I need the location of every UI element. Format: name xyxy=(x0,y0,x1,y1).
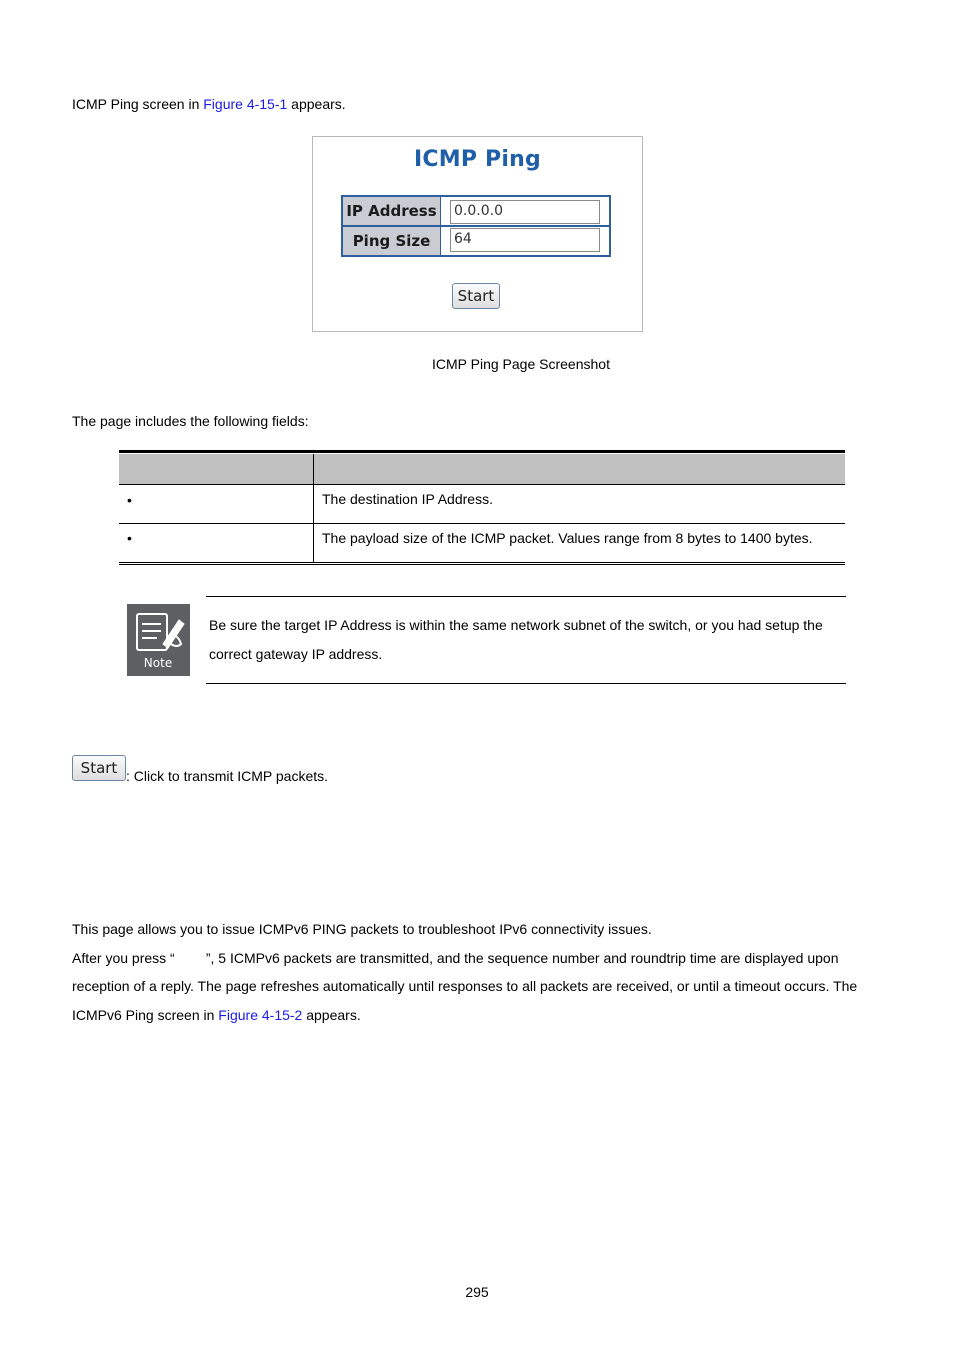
ip-address-label: IP Address xyxy=(343,197,441,225)
table-row xyxy=(119,485,845,523)
ping-settings-table xyxy=(341,195,611,257)
note-line-1: Be sure the target IP Address is within the same network subnet of the switch, or you had setup the xyxy=(209,617,823,633)
table-header xyxy=(119,454,845,485)
icmp-ping-figure xyxy=(312,136,643,332)
note-top-rule xyxy=(206,596,846,597)
ip-address-row xyxy=(343,197,609,225)
table-top-rule xyxy=(119,450,845,453)
figure-start-button[interactable]: Start xyxy=(452,283,500,309)
ping-size-row xyxy=(343,227,609,255)
column-divider xyxy=(313,485,314,523)
icmpv6-line-1: This page allows you to issue ICMPv6 PING packets to troubleshoot IPv6 connectivity issues. xyxy=(72,921,652,937)
column-divider xyxy=(313,524,314,562)
fields-intro: The page includes the following fields: xyxy=(72,413,309,429)
note-line-2: correct gateway IP address. xyxy=(209,646,383,662)
table-row xyxy=(119,524,845,562)
intro-text xyxy=(72,96,346,112)
icmpv6-line-4-after: appears. xyxy=(302,1007,361,1023)
ping-size-input[interactable]: 64 xyxy=(450,228,600,252)
intro-after: appears. xyxy=(287,96,346,112)
icmpv6-line-2: After you press “ ”, 5 ICMPv6 packets are transmitted, and the sequence number and roundtrip time are displayed upon xyxy=(72,950,839,966)
row-description: The destination IP Address. xyxy=(322,491,493,507)
icmpv6-line-3: reception of a reply. The page refreshes automatically until responses to all packets are received, or until a timeout occurs. The xyxy=(72,978,858,994)
row-description: The payload size of the ICMP packet. Values range from 8 bytes to 1400 bytes. xyxy=(322,530,813,546)
start-button[interactable]: Start xyxy=(72,755,126,781)
table-bottom-rule xyxy=(119,562,845,565)
note-bottom-rule xyxy=(206,683,846,684)
icmpv6-line-4-before: ICMPv6 Ping screen in xyxy=(72,1007,219,1023)
intro-before: ICMP Ping screen in xyxy=(72,96,204,112)
start-button-description: : Click to transmit ICMP packets. xyxy=(126,768,329,784)
header-divider xyxy=(313,454,314,484)
note-icon xyxy=(127,604,190,676)
figure-link-4-15-2[interactable]: Figure 4-15-2 xyxy=(218,1007,303,1023)
icmpv6-line-4 xyxy=(72,1007,361,1023)
note-icon-label: Note xyxy=(143,656,173,670)
ip-address-input[interactable]: 0.0.0.0 xyxy=(450,200,600,224)
row-bullet: • xyxy=(127,492,132,508)
figure-title: ICMP Ping xyxy=(414,147,541,172)
figure-link-4-15-1[interactable]: Figure 4-15-1 xyxy=(203,96,288,112)
ping-size-label: Ping Size xyxy=(343,227,441,255)
row-bullet: • xyxy=(127,530,132,546)
figure-caption: ICMP Ping Page Screenshot xyxy=(432,356,610,372)
page-number: 295 xyxy=(465,1284,489,1300)
